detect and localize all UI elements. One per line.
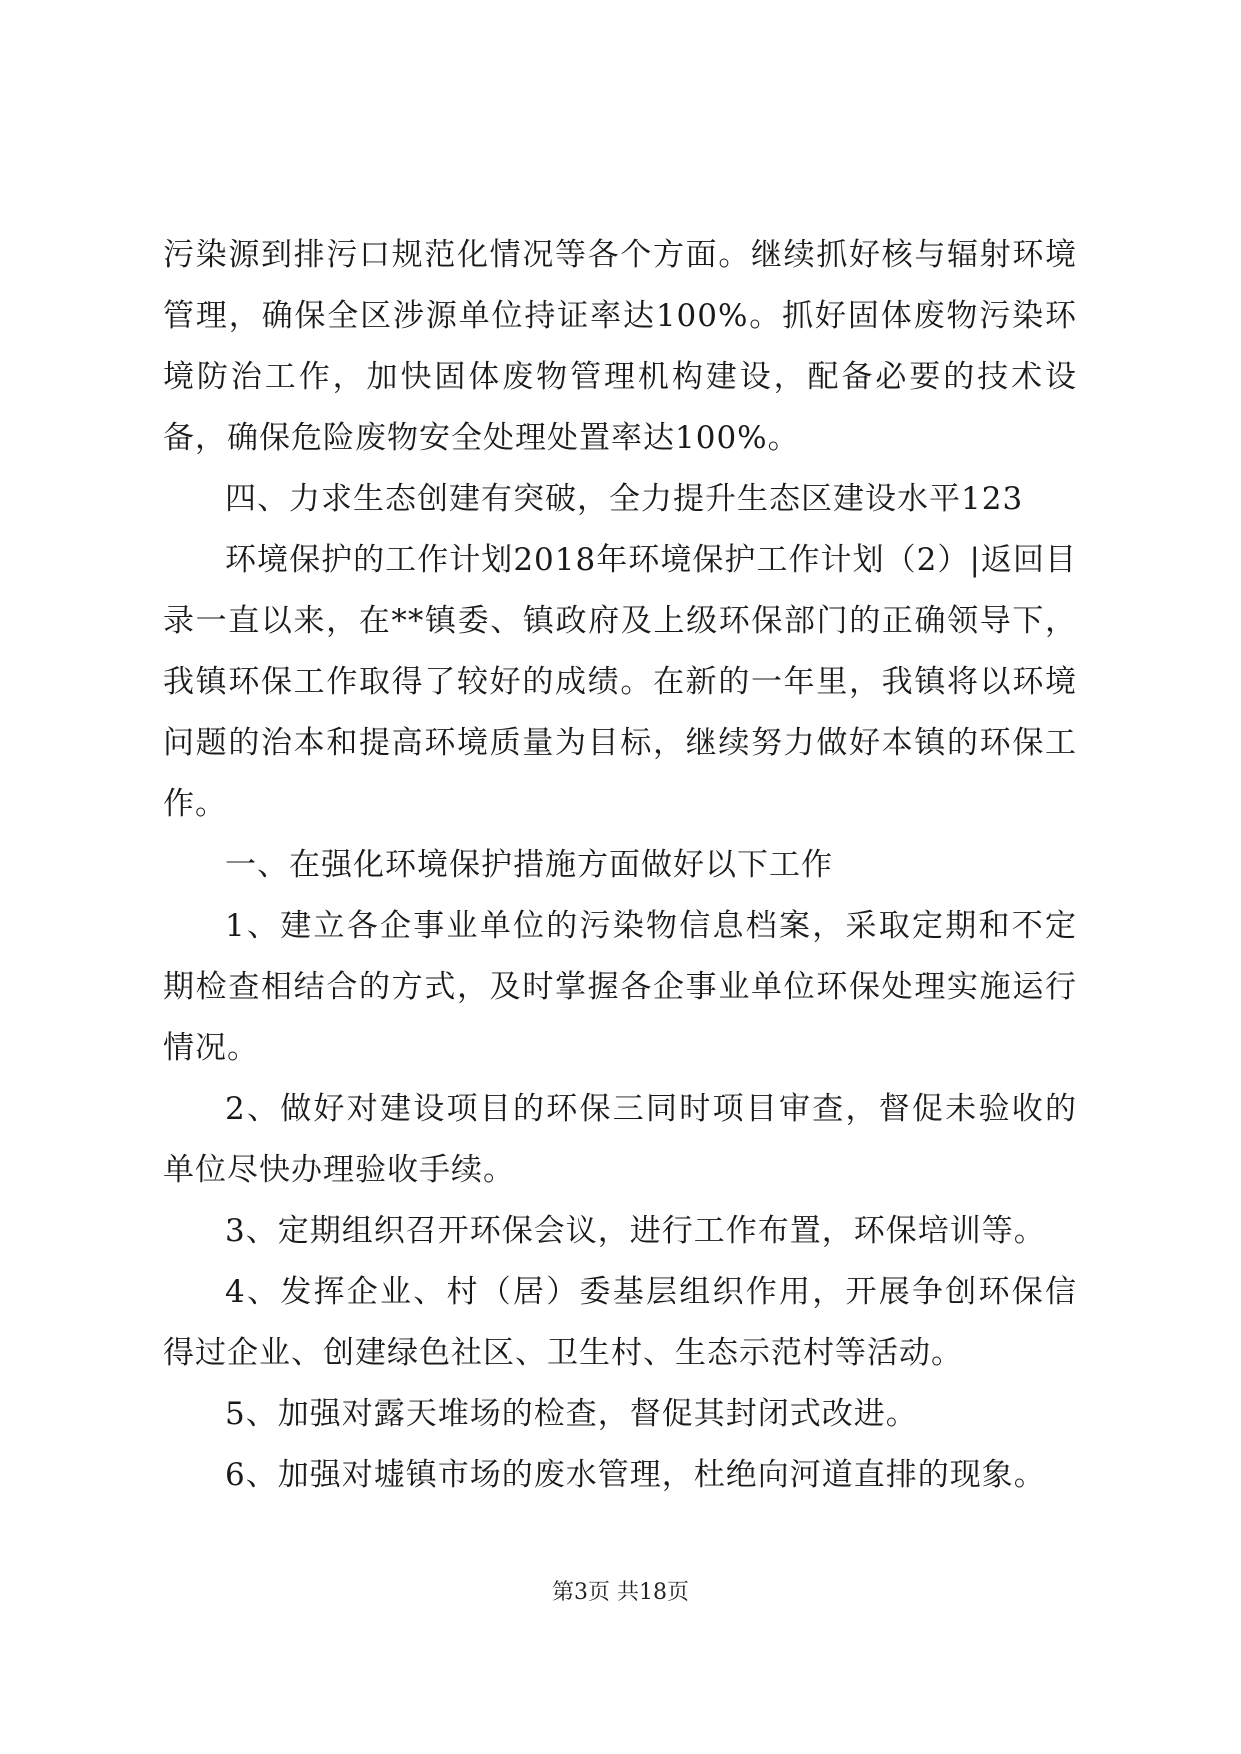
list-item-3: 3、定期组织召开环保会议，进行工作布置，环保培训等。 bbox=[225, 1213, 1046, 1249]
paragraph-intro: 环境保护的工作计划2018年环境保护工作计划（2）|返回目录一直以来，在**镇委、镇政府及上级环保部门的正确领导下，我镇环保工作取得了较好的成绩。在新的一年里，我镇将以环境问题的治本和提高环境质量为目标，继续努力做好本镇的环保工作。 bbox=[163, 542, 1077, 822]
page-footer bbox=[0, 1578, 1241, 1608]
list-item-6: 6、加强对墟镇市场的废水管理，杜绝向河道直排的现象。 bbox=[225, 1457, 1046, 1493]
paragraph-section-four-heading: 四、力求生态创建有突破，全力提升生态区建设水平123 bbox=[225, 481, 1024, 517]
list-item-4: 4、发挥企业、村（居）委基层组织作用，开展争创环保信得过企业、创建绿色社区、卫生村、生态示范村等活动。 bbox=[163, 1274, 1077, 1371]
page-number-label: 第3页 共18页 bbox=[552, 1580, 689, 1605]
list-item-1: 1、建立各企事业单位的污染物信息档案，采取定期和不定期检查相结合的方式，及时掌握各企事业单位环保处理实施运行情况。 bbox=[163, 908, 1077, 1066]
list-item-2: 2、做好对建设项目的环保三同时项目审查，督促未验收的单位尽快办理验收手续。 bbox=[163, 1091, 1077, 1188]
paragraph-1: 污染源到排污口规范化情况等各个方面。继续抓好核与辐射环境管理，确保全区涉源单位持证率达100%。抓好固体废物污染环境防治工作，加快固体废物管理机构建设，配备必要的技术设备，确保危险废物安全处理处置率达100%。 bbox=[163, 237, 1077, 456]
document-body bbox=[163, 225, 1077, 1506]
paragraph-section-one-heading: 一、在强化环境保护措施方面做好以下工作 bbox=[225, 847, 833, 883]
list-item-5: 5、加强对露天堆场的检查，督促其封闭式改进。 bbox=[225, 1396, 918, 1432]
